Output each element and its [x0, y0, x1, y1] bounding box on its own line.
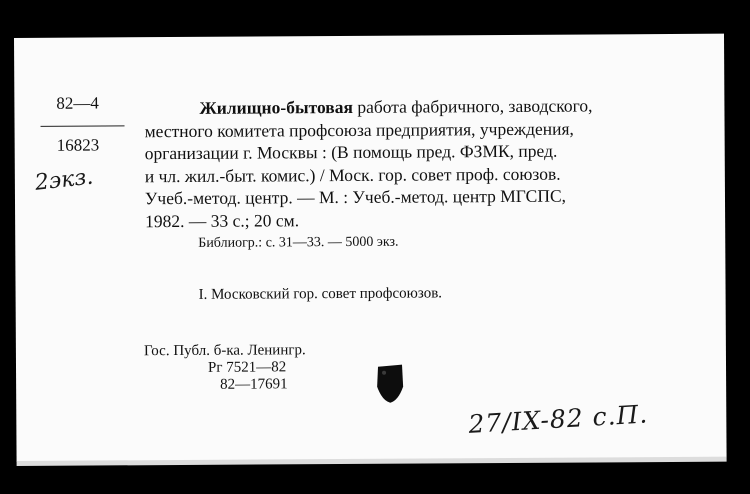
ink-stamp-icon [374, 361, 406, 405]
bibliographic-description [144, 94, 705, 232]
handwritten-date-note: 27/IX-82 с.П. [467, 399, 649, 439]
card-bottom-edge [17, 457, 727, 466]
call-number-bottom: 16823 [56, 135, 100, 155]
description-line: организации г. Москвы : (В помощь пред. ФЗМК, пред. [144, 140, 558, 164]
description-line: местного комитета профсоюза предприятия, учреждения, [144, 118, 574, 141]
library-name: Гос. Публ. б-ка. Ленингр. [143, 342, 306, 360]
bibliography-note: Библиогр.: с. 31—33. — 5000 экз. [198, 234, 399, 251]
library-stamp-text [144, 342, 306, 394]
tracing-entry: I. Московский гор. совет профсоюзов. [198, 285, 443, 303]
title-heading: Жилищно-бытовая [199, 96, 353, 118]
description-line: 1982. — 33 с.; 20 см. [145, 209, 300, 231]
library-number: 82—17691 [220, 376, 288, 393]
call-number-top: 82—4 [56, 93, 99, 113]
handwritten-copies-note: 2экз. [33, 164, 95, 196]
library-code: Рг 7521—82 [207, 359, 287, 376]
call-number-divider [41, 125, 125, 127]
title-rest: работа фабричного, заводского, [352, 95, 593, 117]
catalog-card [14, 34, 727, 462]
description-line: и чл. жил.-быт. комис.) / Моск. гор. совет проф. союзов. [144, 163, 561, 186]
description-line: Учеб.-метод. центр. — М. : Учеб.-метод. центр МГСПС, [144, 185, 567, 209]
